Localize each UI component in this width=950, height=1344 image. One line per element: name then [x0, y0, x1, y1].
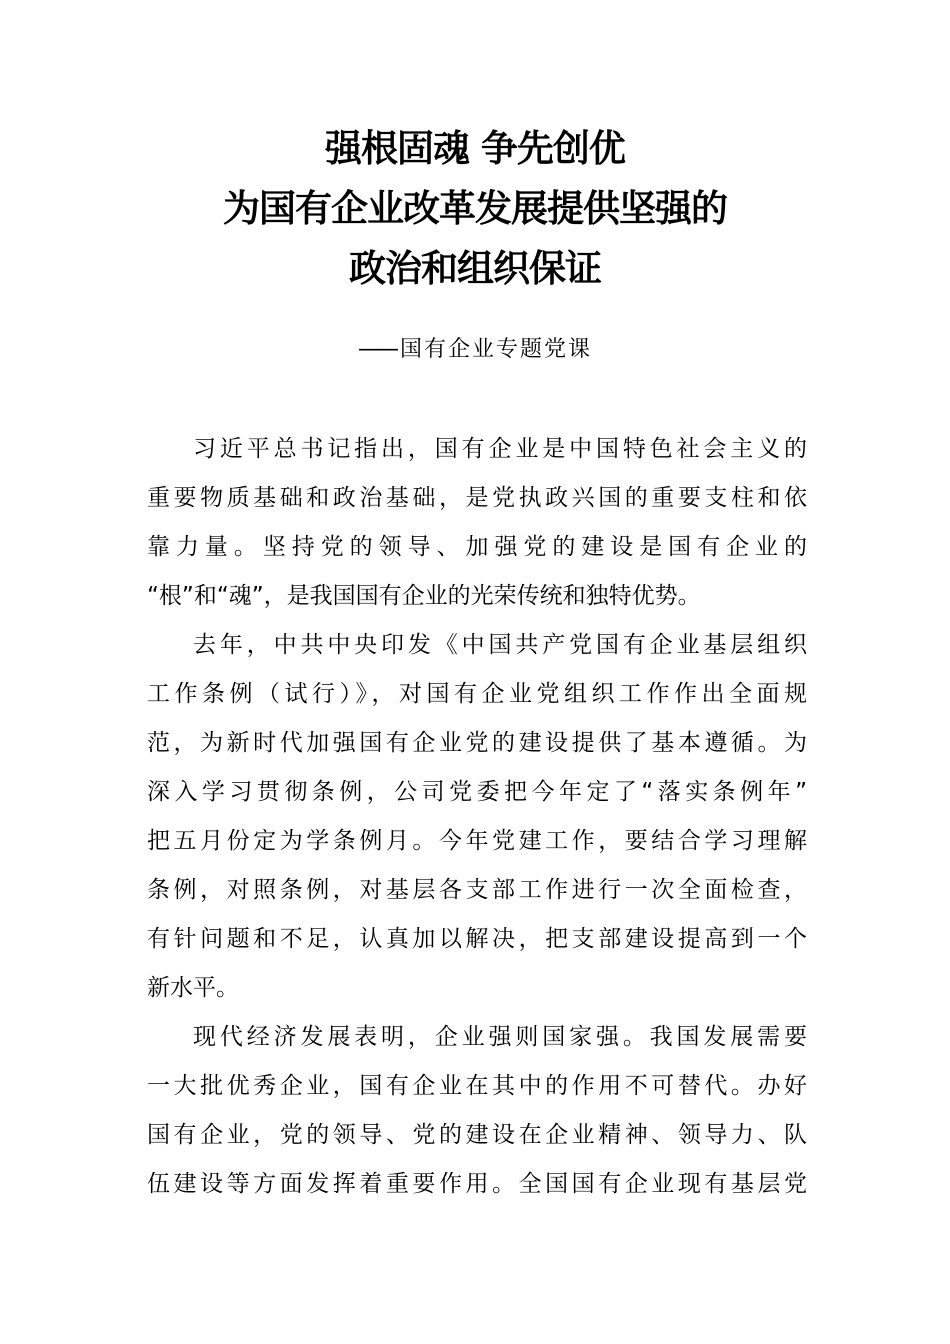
paragraph-line: 工作条例（试行）》，对国有企业党组织工作作出全面规	[147, 681, 807, 707]
paragraph-line: 深入学习贯彻条例，公司党委把今年定了“落实条例年”	[147, 779, 807, 805]
subtitle-text: 国有企业专题党课	[399, 337, 592, 362]
paragraph-line: 新水平。	[147, 975, 239, 1001]
paragraph-line: 现代经济发展表明，企业强则国家强。我国发展需要	[193, 1024, 807, 1050]
document-body	[147, 425, 807, 1209]
paragraph-1	[147, 425, 807, 621]
paragraph-line: 国有企业，党的领导、党的建设在企业精神、领导力、队	[147, 1122, 807, 1148]
paragraph-line: 重要物质基础和政治基础，是党执政兴国的重要支柱和依	[147, 485, 807, 511]
document-title	[0, 118, 950, 298]
paragraph-3	[147, 1013, 807, 1209]
paragraph-line: “根”和“魂”，是我国国有企业的光荣传统和独特优势。	[147, 583, 701, 609]
title-line-3: 政治和组织保证	[349, 246, 601, 290]
paragraph-line: 条例，对照条例，对基层各支部工作进行一次全面检查，	[147, 877, 807, 903]
paragraph-line: 靠力量。坚持党的领导、加强党的建设是国有企业的	[147, 534, 807, 560]
paragraph-line: 有针问题和不足，认真加以解决，把支部建设提高到一个	[147, 926, 807, 952]
paragraph-2	[147, 621, 807, 1013]
title-line-2: 为国有企业改革发展提供坚强的	[223, 186, 727, 230]
paragraph-line: 一大批优秀企业，国有企业在其中的作用不可替代。办好	[147, 1073, 807, 1099]
document-subtitle	[0, 330, 950, 370]
title-line-1: 强根固魂 争先创优	[325, 126, 625, 170]
paragraph-line: 把五月份定为学条例月。今年党建工作，要结合学习理解	[147, 828, 807, 854]
paragraph-line: 范，为新时代加强国有企业党的建设提供了基本遵循。为	[147, 730, 807, 756]
subtitle-dash: ——	[357, 337, 396, 362]
paragraph-line: 习近平总书记指出，国有企业是中国特色社会主义的	[193, 436, 807, 462]
paragraph-line: 去年，中共中央印发《中国共产党国有企业基层组织	[193, 632, 807, 658]
paragraph-line: 伍建设等方面发挥着重要作用。全国国有企业现有基层党	[147, 1171, 807, 1197]
